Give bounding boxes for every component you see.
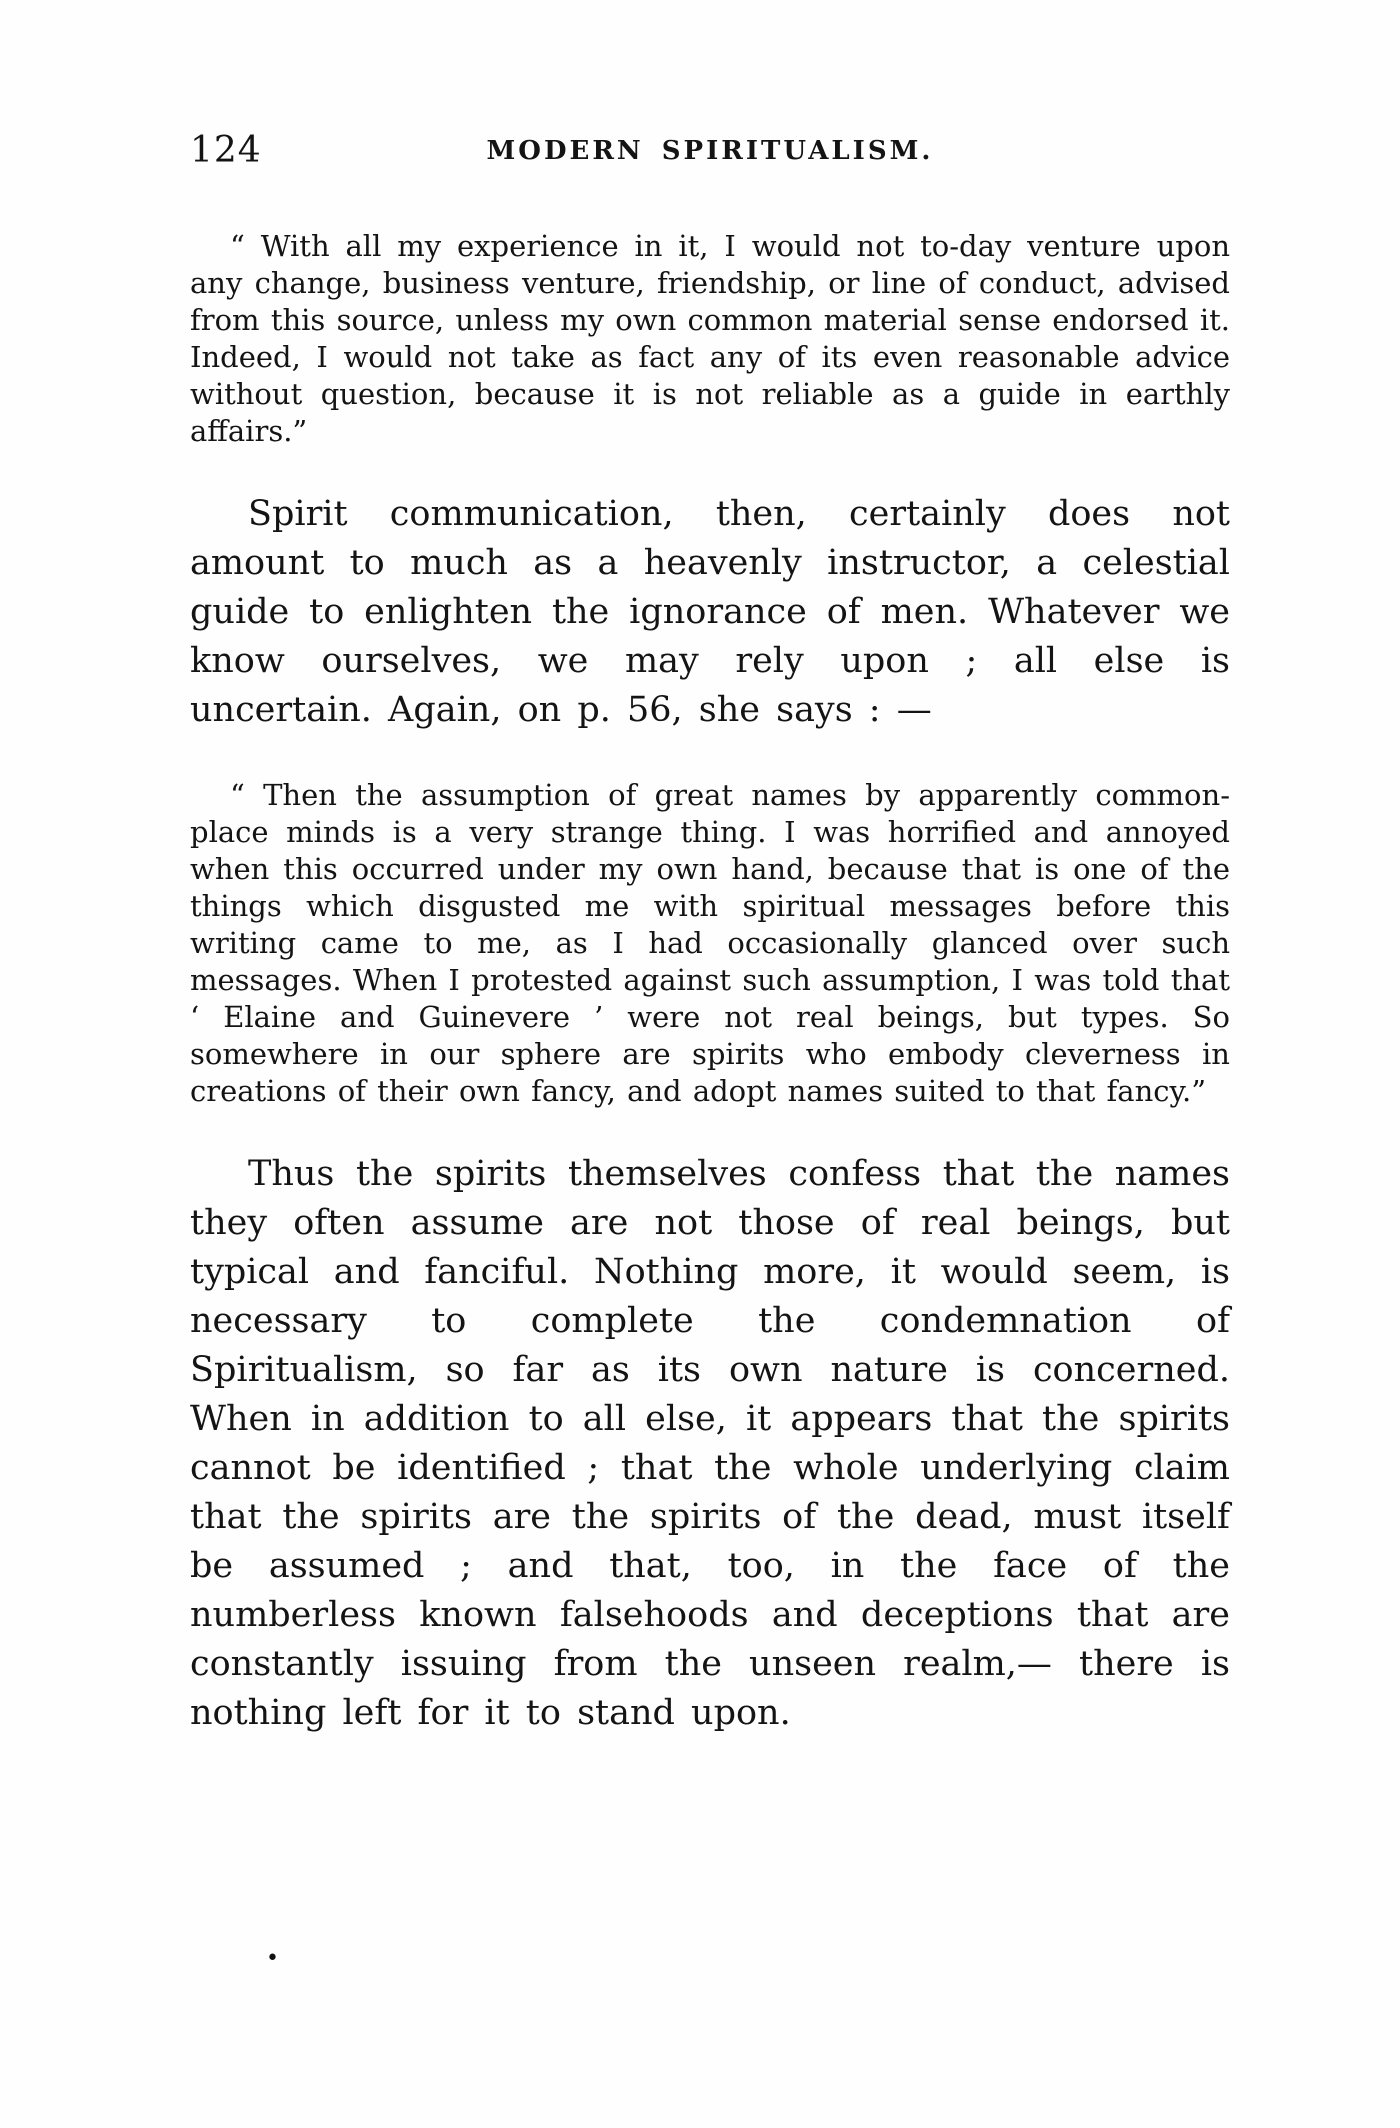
blockquote-1: “ With all my experience in it, I would not to-day venture upon any change, business venture, friendship, or line of conduct, advised from this source, unless my own common material sense endorsed it. Indeed, I would not take as fact any of its even reasonable advice without question, because it is not reliable as a guide in earthly affairs.” — [190, 229, 1230, 448]
running-header: MODERN SPIRITUALISM. — [486, 136, 934, 166]
paragraph-2: Thus the spirits themselves confess that the names they often assume are not those of real beings, but typical and fanciful. Nothing more, it would seem, is necessary to complete the condemnation of Spiritualism, so far as its own nature is concerned. When in addition to all else, it appears that the spirits cannot be identified ; that the whole underlying claim that the spirits are the spirits of the dead, must itself be assumed ; and that, too, in the face of the numberless known falsehoods and deceptions that are constantly issuing from the unseen realm,— there is nothing left for it to stand upon. — [190, 1154, 1230, 1733]
page-number: 124 — [190, 130, 262, 171]
print-artifact-dot: • — [266, 1946, 279, 1971]
blockquote-2: “ Then the assumption of great names by apparently common-place minds is a very strange thing. I was horrified and annoyed when this occurred under my own hand, because that is one of the things which disgusted me with spiritual messages before this writing came to me, as I had occasionally glanced over such messages. When I protested against such assumption, I was told that ‘ Elaine and Guinevere ’ were not real beings, but types. So somewhere in our sphere are spirits who embody cleverness in creations of their own fancy, and adopt names suited to that fancy.” — [190, 778, 1230, 1108]
paragraph-1: Spirit communication, then, certainly does not amount to much as a heavenly instructor, a celestial guide to enlighten the ignorance of men. Whatever we know ourselves, we may rely upon ; all else is uncertain. Again, on p. 56, she says : — — [190, 494, 1230, 730]
page-header — [190, 130, 1230, 176]
text-column — [190, 130, 1230, 1780]
